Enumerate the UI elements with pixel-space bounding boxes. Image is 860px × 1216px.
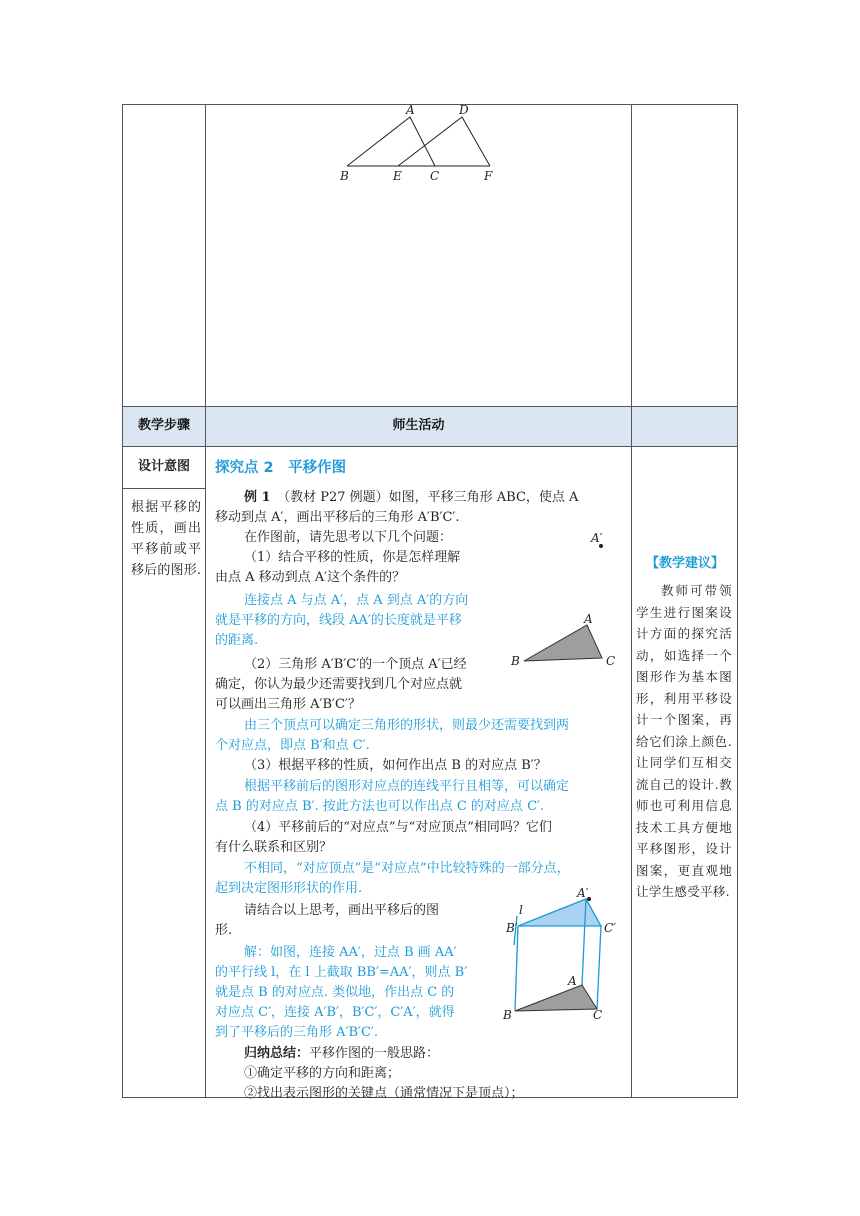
row-divider-left-title: [122, 488, 206, 489]
fig-label-C: C: [430, 169, 440, 183]
summary-label: 归纳总结：: [244, 1046, 310, 1061]
solution-line-4: 对应点 C′，连接 A′B′，B′C′，C′A′，就得: [215, 1005, 455, 1020]
fig2-label-A: A: [568, 974, 577, 988]
answer-2-line-2: 个对应点，即点 B′和点 C′.: [215, 738, 370, 753]
section-title: 探究点 2 平移作图: [215, 460, 347, 476]
summary-step-1: ①确定平移的方向和距离；: [244, 1066, 401, 1081]
example-line-1: [244, 488, 578, 508]
example-text: （教材 P27 例题）如图，平移三角形 ABC，使点 A: [270, 490, 579, 505]
fig1-label-A-prime: A′: [591, 531, 603, 545]
summary-text: 平移作图的一般思路：: [309, 1046, 440, 1061]
row-divider-header: [122, 446, 738, 447]
fig1-label-B: B: [511, 654, 520, 668]
design-intent-text: 根据平移的性质，画出平移前或平移后的图形.: [131, 500, 201, 578]
fig-label-E: E: [393, 169, 402, 183]
example-label: 例 1: [244, 490, 271, 505]
question-1-line-2: 由点 A 移动到点 A′这个条件的？: [215, 570, 406, 585]
fig1-label-A: A: [584, 612, 593, 626]
fig-label-D: D: [459, 103, 469, 117]
answer-1-line-2: 就是平移的方向，线段 AA′的长度就是平移: [215, 613, 462, 628]
example-figure-translated: [500, 885, 630, 1030]
answer-1-line-3: 的距离.: [215, 633, 259, 648]
answer-1-line-1: 连接点 A 与点 A′，点 A 到点 A′的方向: [244, 593, 469, 608]
solution-line-1: 解：如图，连接 AA′，过点 B 画 AA′: [244, 945, 457, 960]
header-activities: 师生活动: [392, 418, 445, 433]
question-4-line-2: 有什么联系和区别？: [215, 840, 333, 855]
column-divider-left: [205, 104, 206, 1098]
teaching-advice-text: 教师可带领学生进行图案设计方面的探究活动，如选择一个图形作为基本图形，利用平移设计一个图案，再给它们涂上颜色.让同学们互相交流自己的设计.教师也可利用信息技术工具方便地平移图形，设计图案，更直观地让学生感受平移.: [636, 583, 732, 899]
instruction-line-2: 形.: [215, 923, 233, 938]
question-3: （3）根据平移的性质，如何作出点 B 的对应点 B′？: [244, 758, 547, 773]
answer-4-line-1: 不相同，“对应顶点”是“对应点”中比较特殊的一部分点，: [244, 861, 570, 876]
solution-line-2: 的平行线 l，在 l 上截取 BB′=AA′，则点 B′: [215, 965, 468, 980]
solution-line-5: 到了平移后的三角形 A′B′C′.: [215, 1025, 379, 1040]
fig1-label-C: C: [606, 654, 616, 668]
fig-label-F: F: [484, 169, 493, 183]
summary-step-2: ②找出表示图形的关键点（通常情况下是顶点）；: [244, 1086, 524, 1101]
question-2-line-3: 可以画出三角形 A′B′C′？: [215, 697, 361, 712]
instruction-line-1: 请结合以上思考，画出平移后的图: [244, 903, 440, 918]
answer-2-line-1: 由三个顶点可以确定三角形的形状，则最少还需要找到两: [244, 718, 570, 733]
question-2-line-1: （2）三角形 A′B′C′的一个顶点 A′已经: [244, 657, 467, 672]
fig2-label-B-prime: B′: [506, 921, 518, 935]
solution-line-3: 就是点 B 的对应点. 类似地，作出点 C 的: [215, 985, 455, 1000]
question-2-line-2: 确定，你认为最少还需要找到几个对应点就: [215, 677, 463, 692]
fig2-label-C: C: [593, 1008, 603, 1022]
answer-3-line-2: 点 B 的对应点 B′. 按此方法也可以作出点 C 的对应点 C′.: [215, 799, 545, 814]
answer-3-line-1: 根据平移前后的图形对应点的连线平行且相等，可以确定: [244, 779, 570, 794]
fig-label-A: A: [406, 103, 415, 117]
header-teaching-steps: 教学步骤: [137, 418, 190, 433]
example-figure-original: [505, 525, 625, 675]
fig2-label-l: l: [519, 903, 523, 917]
answer-4-line-2: 起到决定图形形状的作用.: [215, 881, 363, 896]
teaching-advice-title: 【教学建议】: [645, 556, 724, 571]
text-line-3: 在作图前，请先思考以下几个问题：: [244, 530, 453, 545]
top-triangle-figure: [330, 100, 510, 190]
summary-line-1: [244, 1044, 439, 1064]
fig2-label-B: B: [503, 1008, 512, 1022]
column-divider-right: [631, 104, 632, 1098]
text-line-2: 移动到点 A′，画出平移后的三角形 A′B′C′.: [215, 510, 460, 525]
fig-label-B: B: [340, 169, 349, 183]
fig2-label-A-prime: A′: [577, 886, 589, 900]
design-intent-title: 设计意图: [137, 459, 190, 474]
question-4-line-1: （4）平移前后的“对应点”与“对应顶点”相同吗？它们: [244, 820, 552, 835]
fig2-label-C-prime: C′: [604, 921, 616, 935]
question-1-line-1: （1）结合平移的性质，你是怎样理解: [244, 550, 461, 565]
